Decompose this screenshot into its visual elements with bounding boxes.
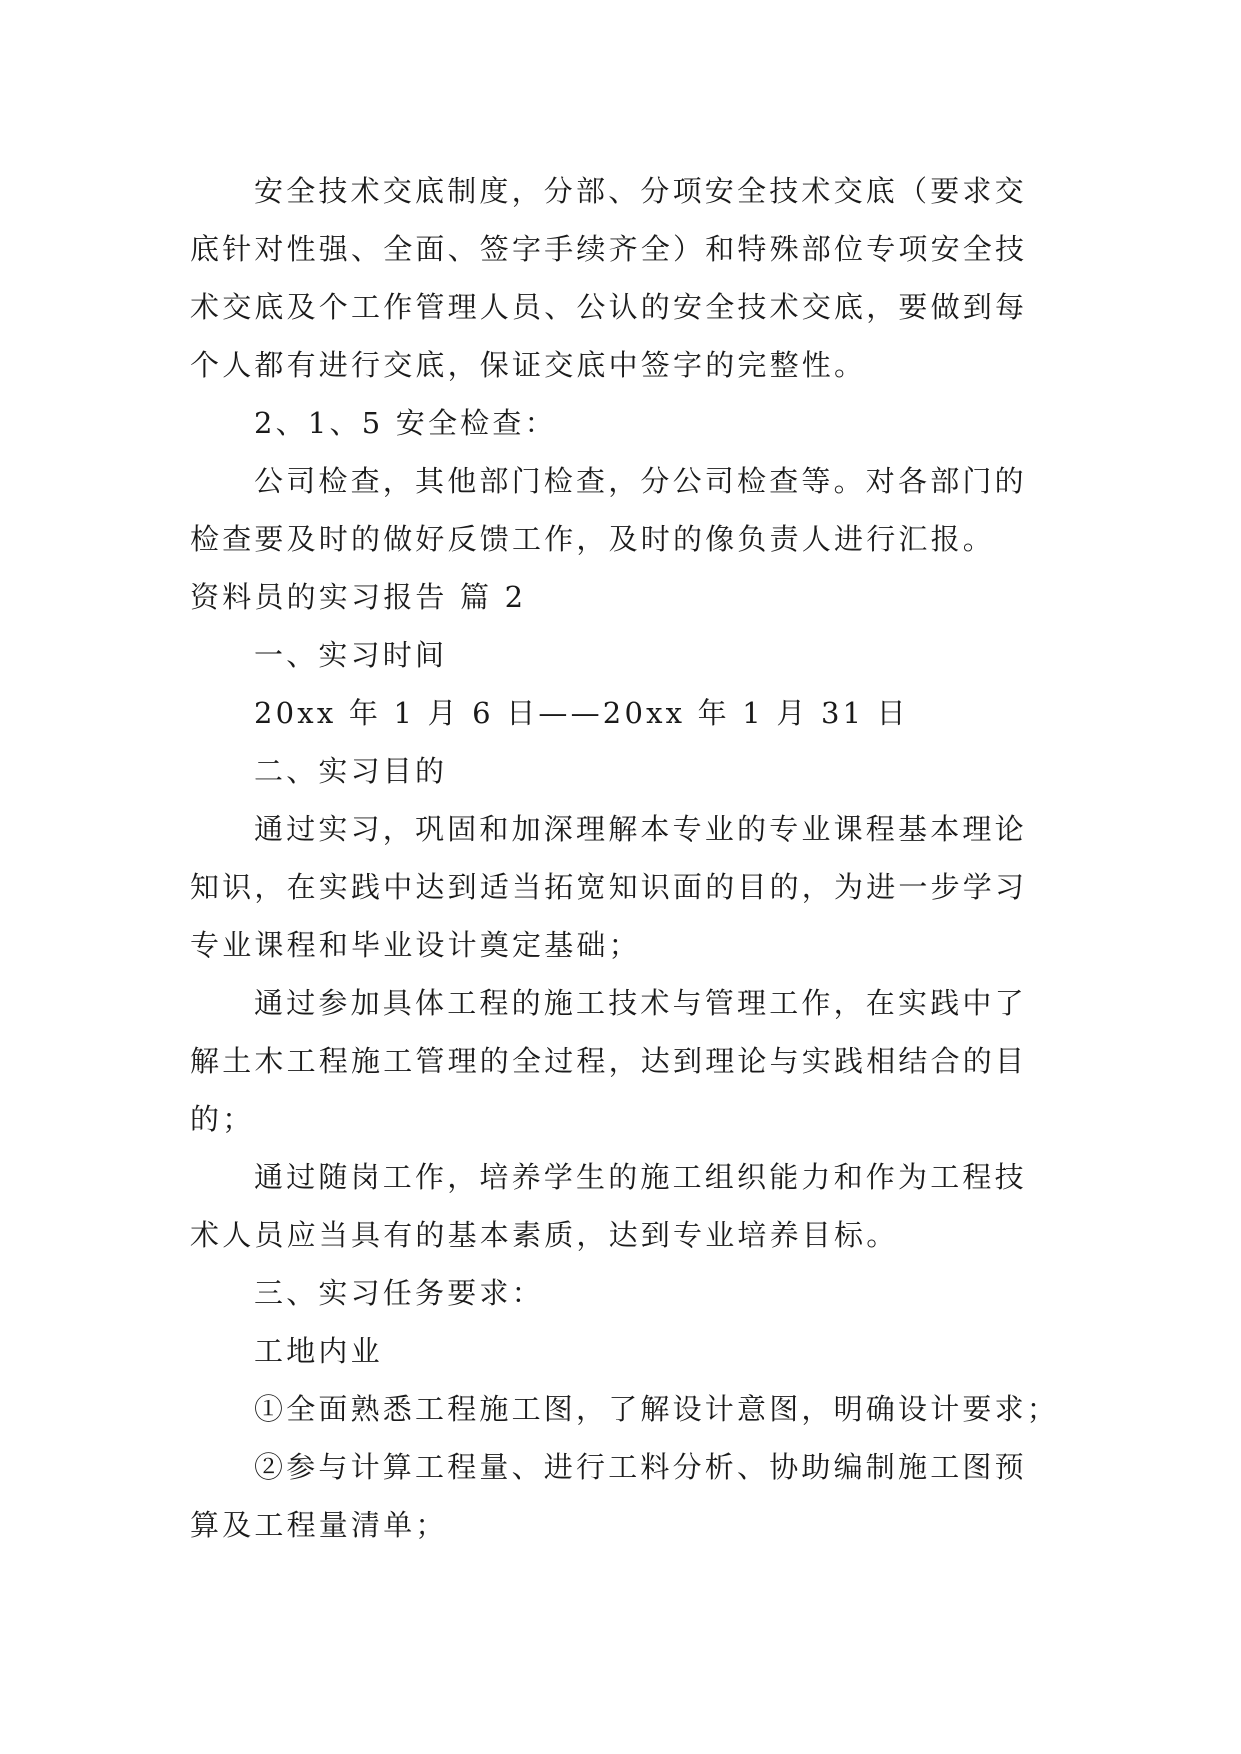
- paragraph-safety-check: 公司检查，其他部门检查，分公司检查等。对各部门的 检查要及时的做好反馈工作，及时的像负责人进行汇报。: [190, 464, 1027, 556]
- subheading-site-internal: 工地内业: [254, 1334, 383, 1368]
- list-item-1: ①全面熟悉工程施工图，了解设计意图，明确设计要求；: [254, 1392, 1060, 1426]
- section-heading-internship-time: 一、实习时间: [254, 638, 448, 672]
- paragraph-purpose-2: 通过参加具体工程的施工技术与管理工作，在实践中了 解土木工程施工管理的全过程，达到理论与实践相结合的目 的；: [190, 986, 1028, 1136]
- list-item-2: ②参与计算工程量、进行工料分析、协助编制施工图预 算及工程量清单；: [190, 1450, 1027, 1542]
- section-heading-safety-check: 2、1、5 安全检查：: [254, 406, 557, 440]
- report-title: 资料员的实习报告 篇 2: [190, 580, 527, 614]
- section-heading-task-requirements: 三、实习任务要求：: [254, 1276, 544, 1310]
- paragraph-purpose-1: 通过实习，巩固和加深理解本专业的专业课程基本理论 知识，在实践中达到适当拓宽知识面的目的，为进一步学习 专业课程和毕业设计奠定基础；: [190, 812, 1028, 962]
- paragraph-purpose-3: 通过随岗工作，培养学生的施工组织能力和作为工程技 术人员应当具有的基本素质，达到专业培养目标。: [190, 1160, 1027, 1252]
- paragraph-internship-dates: 20xx 年 1 月 6 日——20xx 年 1 月 31 日: [254, 696, 909, 730]
- paragraph-safety-briefing: 安全技术交底制度，分部、分项安全技术交底（要求交 底针对性强、全面、签字手续齐全）和特殊部位专项安全技 术交底及个工作管理人员、公认的安全技术交底，要做到每 个人都有进行交底，保证交底中签字的完整性。: [190, 174, 1028, 382]
- document-body: [190, 162, 1060, 1554]
- section-heading-internship-purpose: 二、实习目的: [254, 754, 448, 788]
